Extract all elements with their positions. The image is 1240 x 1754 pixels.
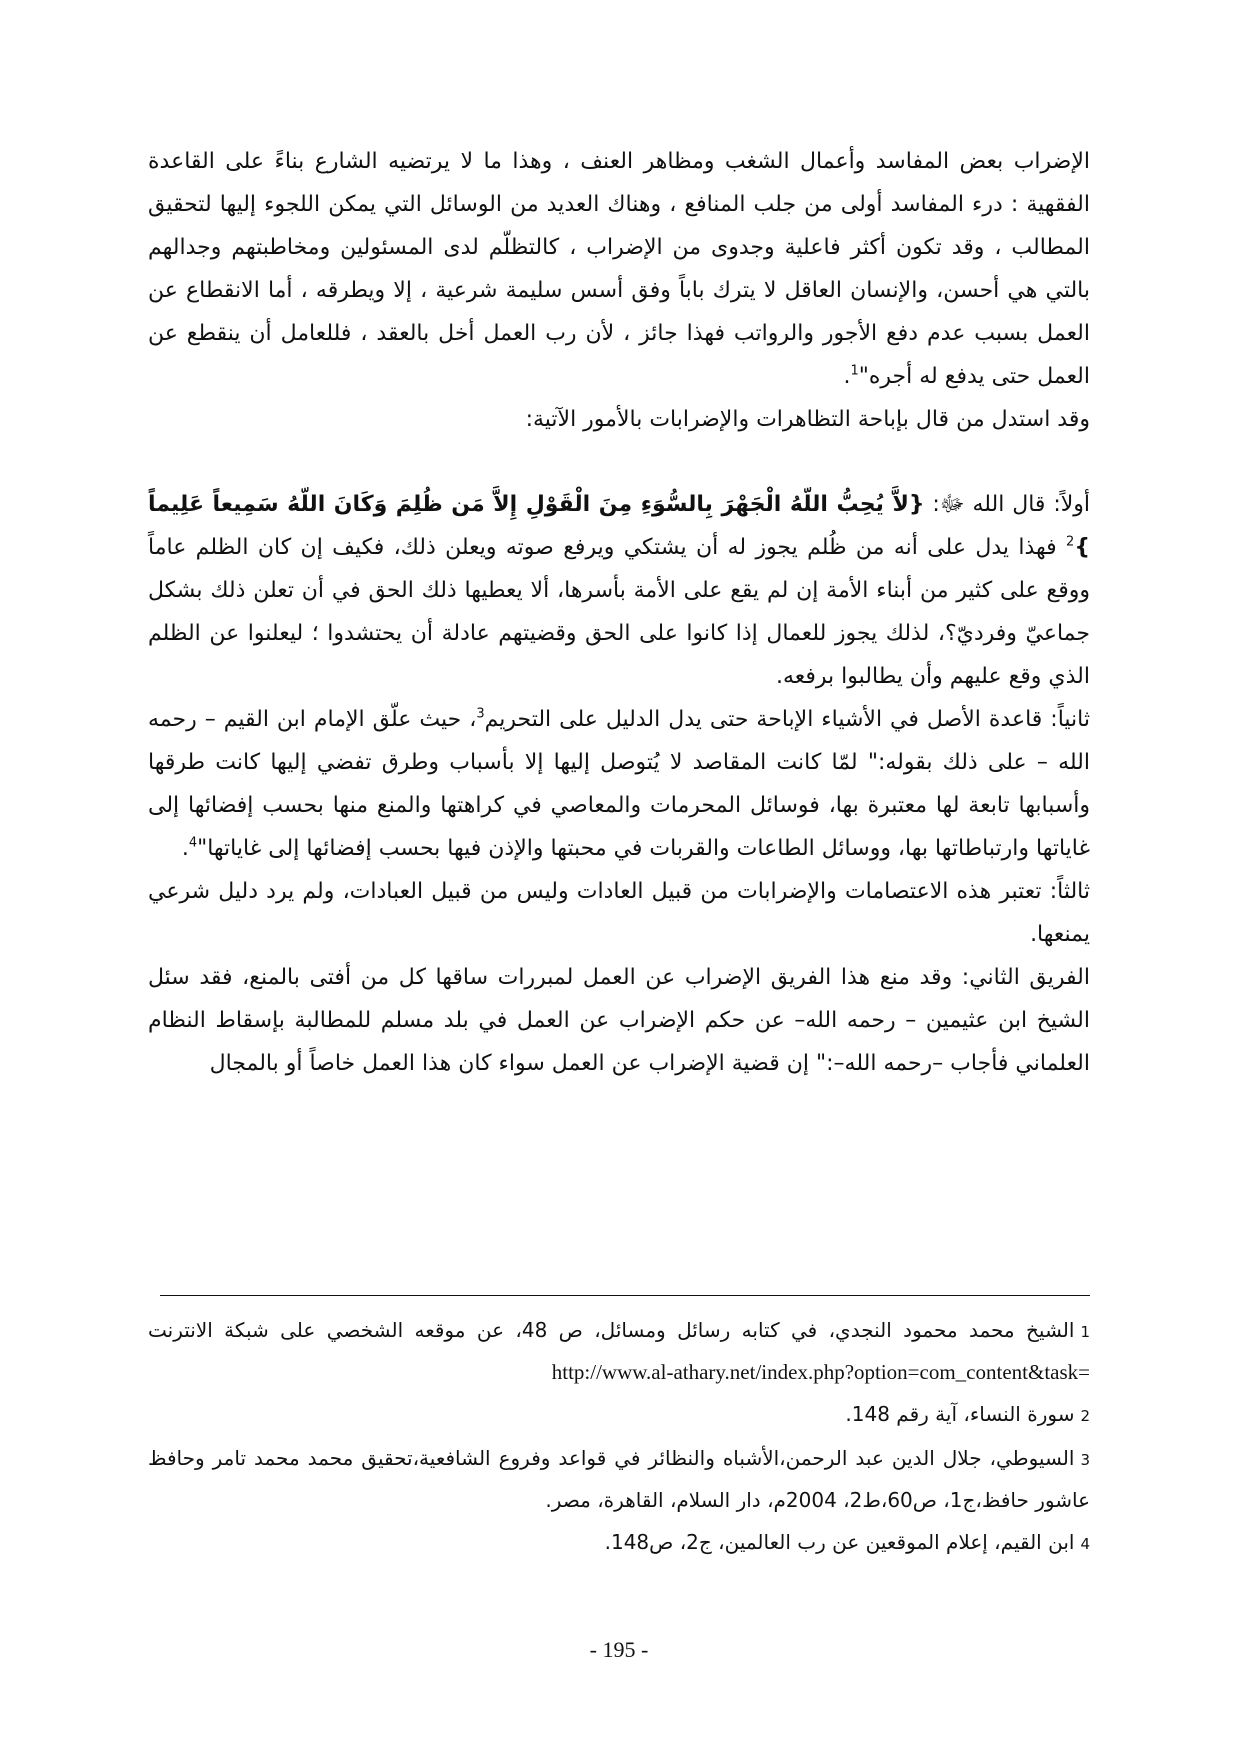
footnote-number: 1 xyxy=(1080,1323,1090,1341)
footnote-1 xyxy=(148,1310,1090,1392)
footnote-text: السيوطي، جلال الدين عبد الرحمن،الأشباه والنظائر في قواعد وفروع الشافعية،تحقيق محمد محمد تامر وحافظ عاشور حافظ،ج1، ص60،ط2، 2004م، دار السلام، القاهرة، مصر. xyxy=(148,1446,1090,1512)
footnote-3 xyxy=(148,1438,1090,1520)
footnote-ref-4[interactable]: 4 xyxy=(188,835,198,851)
paragraph-continuation-end: . xyxy=(843,364,851,389)
paragraph-second-group: الفريق الثاني: وقد منع هذا الفريق الإضراب عن العمل لمبررات ساقها كل من أفتى بالمنع، فقد سئل الشيخ ابن عثيمين – رحمه الله– عن حكم الإضراب عن العمل في بلد مسلم للمطالبة بإسقاط النظام العلماني فأجاب –رحمه الله–:" إن قضية الإضراب عن العمل سواء كان هذا العمل خاصاً أو بالمجال xyxy=(148,965,1090,1076)
paragraph-continuation-text: الإضراب بعض المفاسد وأعمال الشغب ومظاهر العنف ، وهذا ما لا يرتضيه الشارع بناءً على القاعدة الفقهية : درء المفاسد أولى من جلب المنافع ، وهناك العديد من الوسائل التي يمكن اللجوء إليها لتحقيق المطالب ، وقد تكون أكثر فاعلية وجدوى من الإضراب ، كالتظلّم لدى المسئولين ومخاطبتهم وجدالهم بالتي هي أحسن، والإنسان العاقل لا يترك باباً وفق أسس سليمة شرعية ، إلا ويطرقه ، أما الانقطاع عن العمل بسبب عدم دفع الأجور والرواتب فهذا جائز ، لأن رب العمل أخل بالعقد ، فللعامل أن ينقطع عن العمل حتى يدفع له أجره" xyxy=(148,149,1090,389)
paragraph-continuation xyxy=(148,140,1090,398)
footnote-url-link[interactable]: http://www.al-athary.net/index.php?option=com_content&task= xyxy=(551,1360,1090,1384)
second-evidence-text-a: ثانياً: قاعدة الأصل في الأشياء الإباحة حتى يدل الدليل على التحريم xyxy=(484,707,1090,732)
first-evidence-text: فهذا يدل على أنه من ظُلم يجوز له أن يشتكي ويرفع صوته ويعلن ذلك، فكيف إن كان الظلم عاماً ووقع على كثير من أبناء الأمة إن لم يقع على الأمة بأسرها، ألا يعطيها ذلك الحق في أن تعلن ذلك بشكل جماعيّ وفرديّ؟، لذلك يجوز للعمال إذا كانوا على الحق وقضيتهم عادلة أن يحتشدوا ؛ ليعلنوا عن الظلم الذي وقع عليهم وأن يطالبوا برفعه. xyxy=(148,535,1090,689)
footnote-number: 3 xyxy=(1080,1451,1090,1469)
paragraph-second-evidence xyxy=(148,698,1090,870)
footnote-4 xyxy=(148,1522,1090,1564)
footnote-number: 4 xyxy=(1080,1535,1090,1553)
footnote-number: 2 xyxy=(1080,1407,1090,1425)
paragraph-first-evidence xyxy=(148,483,1090,698)
document-page xyxy=(148,140,1090,1720)
first-evidence-prefix: أولاً: قال الله ﷻ: xyxy=(924,492,1091,517)
quran-verse: {لاَّ يُحِبُّ اللّهُ الْجَهْرَ بِالسُّوَءِ مِنَ الْقَوْلِ إِلاَّ مَن ظُلِمَ وَكَانَ اللّهُ سَمِيعاً عَلِيماً } xyxy=(148,492,1090,560)
footnote-text: الشيخ محمد محمود النجدي، في كتابه رسائل ومسائل، ص 48، عن موقعه الشخصي على شبكة الانترنت xyxy=(148,1318,1075,1342)
footnote-ref-1[interactable]: 1 xyxy=(850,363,859,379)
second-evidence-text-b: ، حيث علّق الإمام ابن القيم – رحمه الله – على ذلك بقوله:" لمّا كانت المقاصد لا يُتوصل إليها إلا بأسباب وطرق تفضي إليها كانت طرقها وأسبابها تابعة لها معتبرة بها، فوسائل المحرمات والمعاصي في كراهتها والمنع منها بحسب إفضائها إلى غاياتها وارتباطاتها بها، ووسائل الطاعات والقربات في محبتها والإذن فيها بحسب إفضائها إلى غاياتها" xyxy=(148,707,1090,861)
footnote-2 xyxy=(148,1394,1090,1436)
second-evidence-end: . xyxy=(181,836,189,861)
paragraph-third-evidence: ثالثاً: تعتبر هذه الاعتصامات والإضرابات من قبيل العادات وليس من قبيل العبادات، ولم يرد دليل شرعي يمنعها. xyxy=(148,879,1090,947)
footnote-divider xyxy=(160,1295,1090,1296)
footnotes-section xyxy=(148,1310,1090,1566)
paragraph-intro: وقد استدل من قال بإباحة التظاهرات والإضرابات بالأمور الآتية: xyxy=(525,407,1090,432)
footnote-ref-3[interactable]: 3 xyxy=(476,706,485,722)
footnote-text: سورة النساء، آية رقم 148. xyxy=(845,1402,1075,1426)
footnote-ref-2[interactable]: 2 xyxy=(1066,534,1075,550)
page-number: - 195 - xyxy=(589,1637,649,1662)
footnote-text: ابن القيم، إعلام الموقعين عن رب العالمين، ج2، ص148. xyxy=(604,1530,1075,1554)
